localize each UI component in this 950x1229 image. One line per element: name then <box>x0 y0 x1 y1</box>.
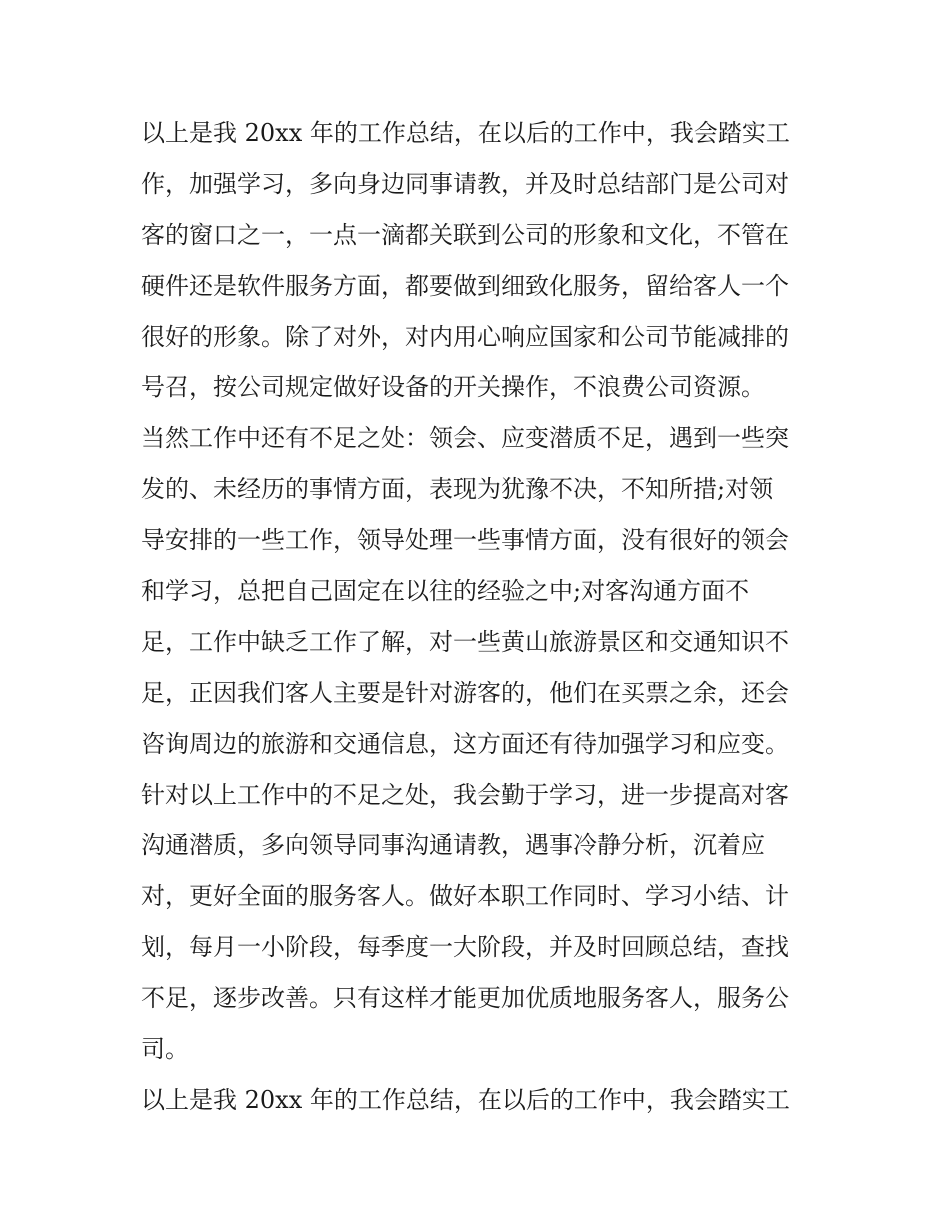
text-line: 客的窗口之一，一点一滴都关联到公司的形象和文化，不管在 <box>141 220 789 249</box>
text-line: 足，正因我们客人主要是针对游客的，他们在买票之余，还会 <box>141 678 789 707</box>
text-line: 对，更好全面的服务客人。做好本职工作同时、学习小结、计 <box>141 882 789 911</box>
text-line: 针对以上工作中的不足之处，我会勤于学习，进一步提高对客 <box>141 780 789 809</box>
text-line: 很好的形象。除了对外，对内用心响应国家和公司节能减排的 <box>141 322 789 351</box>
text-line: 作，加强学习，多向身边同事请教，并及时总结部门是公司对 <box>141 169 789 198</box>
text-line: 发的、未经历的事情方面，表现为犹豫不决，不知所措;对领 <box>141 475 774 504</box>
text-line: 以上是我 20xx 年的工作总结，在以后的工作中，我会踏实工 <box>141 119 790 147</box>
text-line: 号召，按公司规定做好设备的开关操作，不浪费公司资源。 <box>141 373 765 402</box>
body-text <box>141 108 821 1126</box>
text-line: 和学习，总把自己固定在以往的经验之中;对客沟通方面不 <box>141 577 750 606</box>
text-line: 当然工作中还有不足之处：领会、应变潜质不足，遇到一些突 <box>141 424 789 453</box>
text-line: 导安排的一些工作，领导处理一些事情方面，没有很好的领会 <box>141 526 789 555</box>
text-line: 咨询周边的旅游和交通信息，这方面还有待加强学习和应变。 <box>141 729 789 758</box>
text-line: 划，每月一小阶段，每季度一大阶段，并及时回顾总结，查找 <box>141 933 789 962</box>
text-line: 司。 <box>141 1035 189 1064</box>
text-line: 足，工作中缺乏工作了解，对一些黄山旅游景区和交通知识不 <box>141 627 789 656</box>
text-line: 不足，逐步改善。只有这样才能更加优质地服务客人，服务公 <box>141 984 789 1013</box>
text-line: 硬件还是软件服务方面，都要做到细致化服务，留给客人一个 <box>141 271 789 300</box>
text-line: 以上是我 20xx 年的工作总结，在以后的工作中，我会踏实工 <box>141 1085 790 1114</box>
text-line: 沟通潜质，多向领导同事沟通请教，遇事冷静分析，沉着应 <box>141 831 765 860</box>
